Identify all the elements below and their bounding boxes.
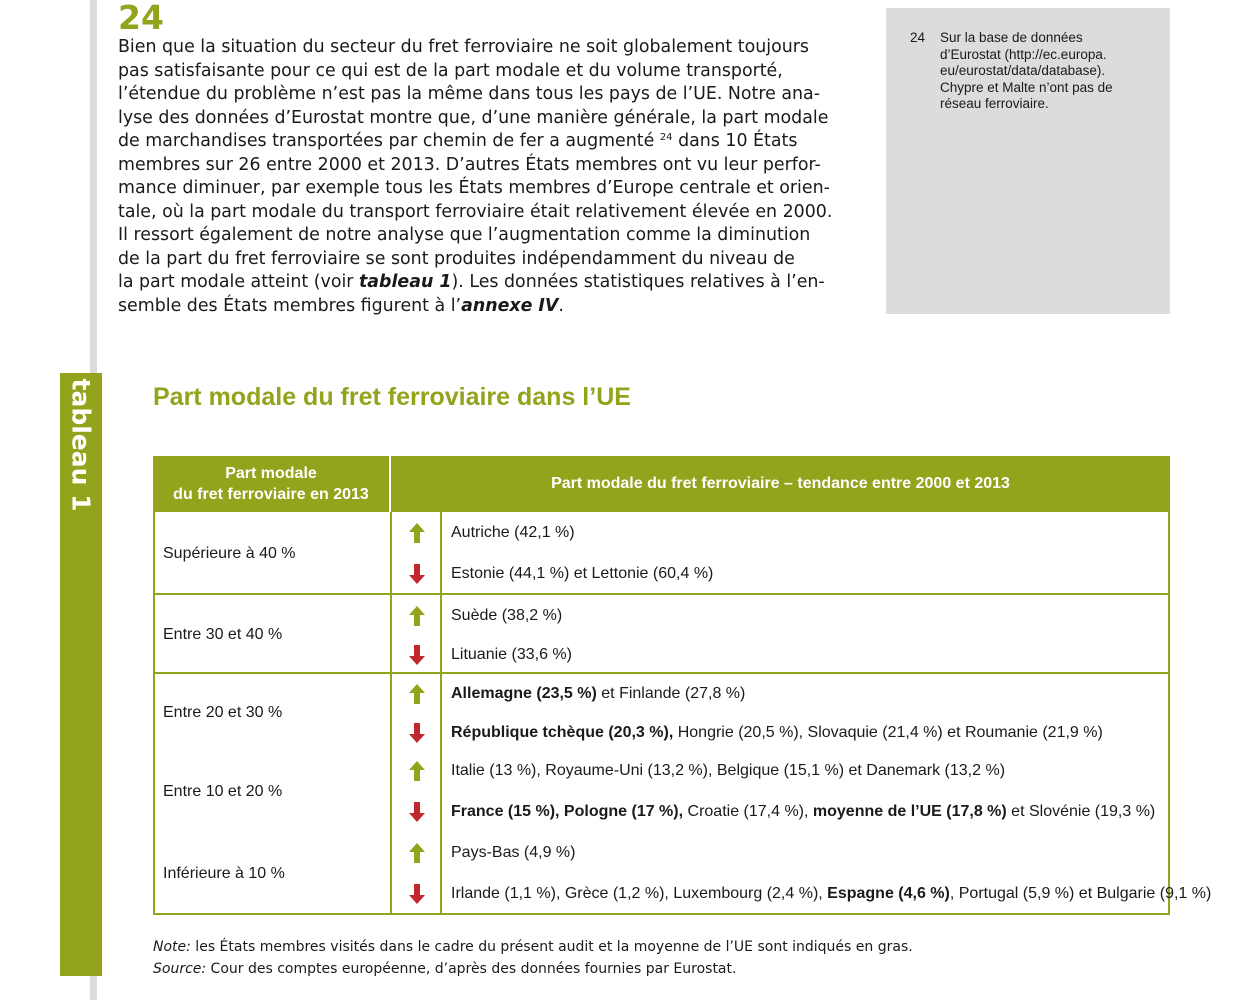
trend-row-text	[451, 724, 1103, 742]
table-side-label: tableau 1	[66, 378, 96, 512]
trend-row-text	[451, 844, 575, 862]
trend-down-arrow-icon	[408, 883, 426, 905]
source-text: Cour des comptes européenne, d’après des données fournies par Eurostat.	[206, 961, 737, 977]
paragraph-number: 24	[118, 0, 164, 37]
trend-up-arrow-icon	[408, 760, 426, 782]
trend-row-text	[451, 607, 562, 625]
header-right-cell: Part modale du fret ferroviaire – tendance entre 2000 et 2013	[551, 475, 1010, 492]
header-left-line: Part modale	[225, 465, 317, 482]
header-left-line: du fret ferroviaire en 2013	[173, 486, 369, 503]
row-divider	[155, 672, 1168, 674]
table-header	[153, 456, 1170, 512]
note-text: les États membres visités dans le cadre du présent audit et la moyenne de l’UE sont indiqués en gras.	[190, 939, 913, 955]
paragraph-text: ). Les données statistiques relatives à l’en-	[451, 272, 825, 292]
paragraph-line: pas satisfaisante pour ce qui est de la part modale et du volume transporté,	[118, 60, 783, 81]
paragraph-line	[118, 130, 858, 154]
country-text: Irlande (1,1 %), Grèce (1,2 %), Luxembourg (2,4 %),	[451, 885, 828, 902]
trend-down-arrow-icon	[408, 563, 426, 585]
country-text: , Portugal (5,9 %) et Bulgarie (9,1 %)	[949, 885, 1212, 902]
table-notes	[153, 936, 913, 980]
trend-up-arrow-icon	[408, 605, 426, 627]
audited-country-text: Allemagne (23,5 %)	[451, 685, 597, 702]
footnote-box	[886, 8, 1170, 314]
paragraph-line: tale, où la part modale du transport ferroviaire était relativement élevée en 2000.	[118, 201, 833, 222]
body-paragraph	[118, 36, 858, 318]
column-divider	[440, 512, 442, 913]
paragraph-line: membres sur 26 entre 2000 et 2013. D’autres États membres ont vu leur perfor-	[118, 154, 821, 175]
paragraph-text: .	[558, 295, 564, 316]
paragraph-text: la part modale atteint (voir	[118, 272, 359, 292]
audited-country-text: France (15 %), Pologne (17 %),	[451, 803, 684, 820]
trend-down-arrow-icon	[408, 644, 426, 666]
paragraph-line	[118, 295, 858, 319]
country-text: et Finlande (27,8 %)	[596, 685, 746, 702]
category-cell: Entre 20 et 30 %	[163, 704, 283, 721]
trend-row-text	[451, 524, 575, 542]
annex-reference-link[interactable]: annexe IV	[461, 295, 559, 316]
trend-down-arrow-icon	[408, 801, 426, 823]
category-cell: Entre 10 et 20 %	[163, 783, 283, 800]
country-text: et Slovénie (19,3 %)	[1006, 803, 1156, 820]
category-cell: Inférieure à 10 %	[163, 865, 285, 882]
trend-up-arrow-icon	[408, 522, 426, 544]
paragraph-line: lyse des données d’Eurostat montre que, d’une manière générale, la part modale	[118, 107, 829, 128]
trend-row-text	[451, 803, 1155, 821]
note-line	[153, 936, 913, 958]
trend-up-arrow-icon	[408, 683, 426, 705]
audited-country-text: moyenne de l’UE (17,8 %)	[812, 803, 1007, 820]
note-label: Note:	[153, 939, 191, 955]
category-cell: Entre 30 et 40 %	[163, 626, 283, 643]
table-body	[153, 512, 1212, 915]
column-divider	[390, 512, 392, 913]
paragraph-line: l’étendue du problème n’est pas la même dans tous les pays de l’UE. Notre ana-	[118, 84, 820, 104]
paragraph-text: semble des États membres figurent à l’	[118, 295, 462, 316]
footnote-number: 24	[910, 30, 926, 45]
paragraph-line: Bien que la situation du secteur du fret ferroviaire ne soit globalement toujours	[118, 37, 809, 57]
paragraph-line: de la part du fret ferroviaire se sont produites indépendamment du niveau de	[118, 248, 795, 269]
trend-row-text	[451, 565, 713, 583]
country-text: Hongrie (20,5 %), Slovaquie (21,4 %) et Roumanie (21,9 %)	[673, 724, 1103, 741]
country-text: Italie (13 %), Royaume-Uni (13,2 %), Belgique (15,1 %) et Danemark (13,2 %)	[451, 762, 1006, 779]
paragraph-line	[118, 271, 858, 295]
country-text: Suède (38,2 %)	[451, 607, 563, 624]
trend-row-text	[451, 885, 1211, 903]
trend-down-arrow-icon	[408, 722, 426, 744]
header-left-cell	[153, 456, 389, 512]
footnote-line: Sur la base de données	[940, 30, 1083, 45]
source-label: Source:	[153, 961, 207, 977]
footnote-link[interactable]: d’Eurostat (http://ec.europa.	[940, 46, 1107, 62]
audited-country-text: Espagne (4,6 %)	[827, 885, 950, 902]
trend-row-text	[451, 685, 745, 703]
country-text: Estonie (44,1 %) et Lettonie (60,4 %)	[451, 565, 714, 582]
country-text: Pays-Bas (4,9 %)	[451, 844, 576, 861]
country-text: Croatie (17,4 %),	[683, 803, 813, 820]
trend-row-text	[451, 646, 572, 664]
footnote-text	[940, 30, 1160, 113]
category-cell: Supérieure à 40 %	[163, 545, 296, 562]
country-text: Autriche (42,1 %)	[451, 524, 575, 541]
row-divider	[155, 593, 1168, 595]
footnote-reference[interactable]: 24	[659, 132, 673, 143]
footnote-line: Chypre et Malte n’ont pas de	[940, 79, 1113, 95]
trend-up-arrow-icon	[408, 842, 426, 864]
table-reference-link[interactable]: tableau 1	[358, 272, 452, 292]
footnote-line: réseau ferroviaire.	[940, 96, 1049, 111]
country-text: Lituanie (33,6 %)	[451, 646, 572, 663]
footnote-link[interactable]: eu/eurostat/data/database).	[940, 63, 1106, 78]
paragraph-text: de marchandises transportées par chemin de fer a augmenté	[118, 131, 660, 151]
paragraph-line: mance diminuer, par exemple tous les États membres d’Europe centrale et orien-	[118, 178, 830, 198]
paragraph-text: dans 10 États	[672, 131, 798, 151]
trend-row-text	[451, 762, 1005, 780]
paragraph-line: Il ressort également de notre analyse que l’augmentation comme la diminution	[118, 225, 811, 245]
table-title: Part modale du fret ferroviaire dans l’UE	[153, 383, 631, 411]
source-line	[153, 958, 913, 980]
audited-country-text: République tchèque (20,3 %),	[451, 724, 674, 741]
